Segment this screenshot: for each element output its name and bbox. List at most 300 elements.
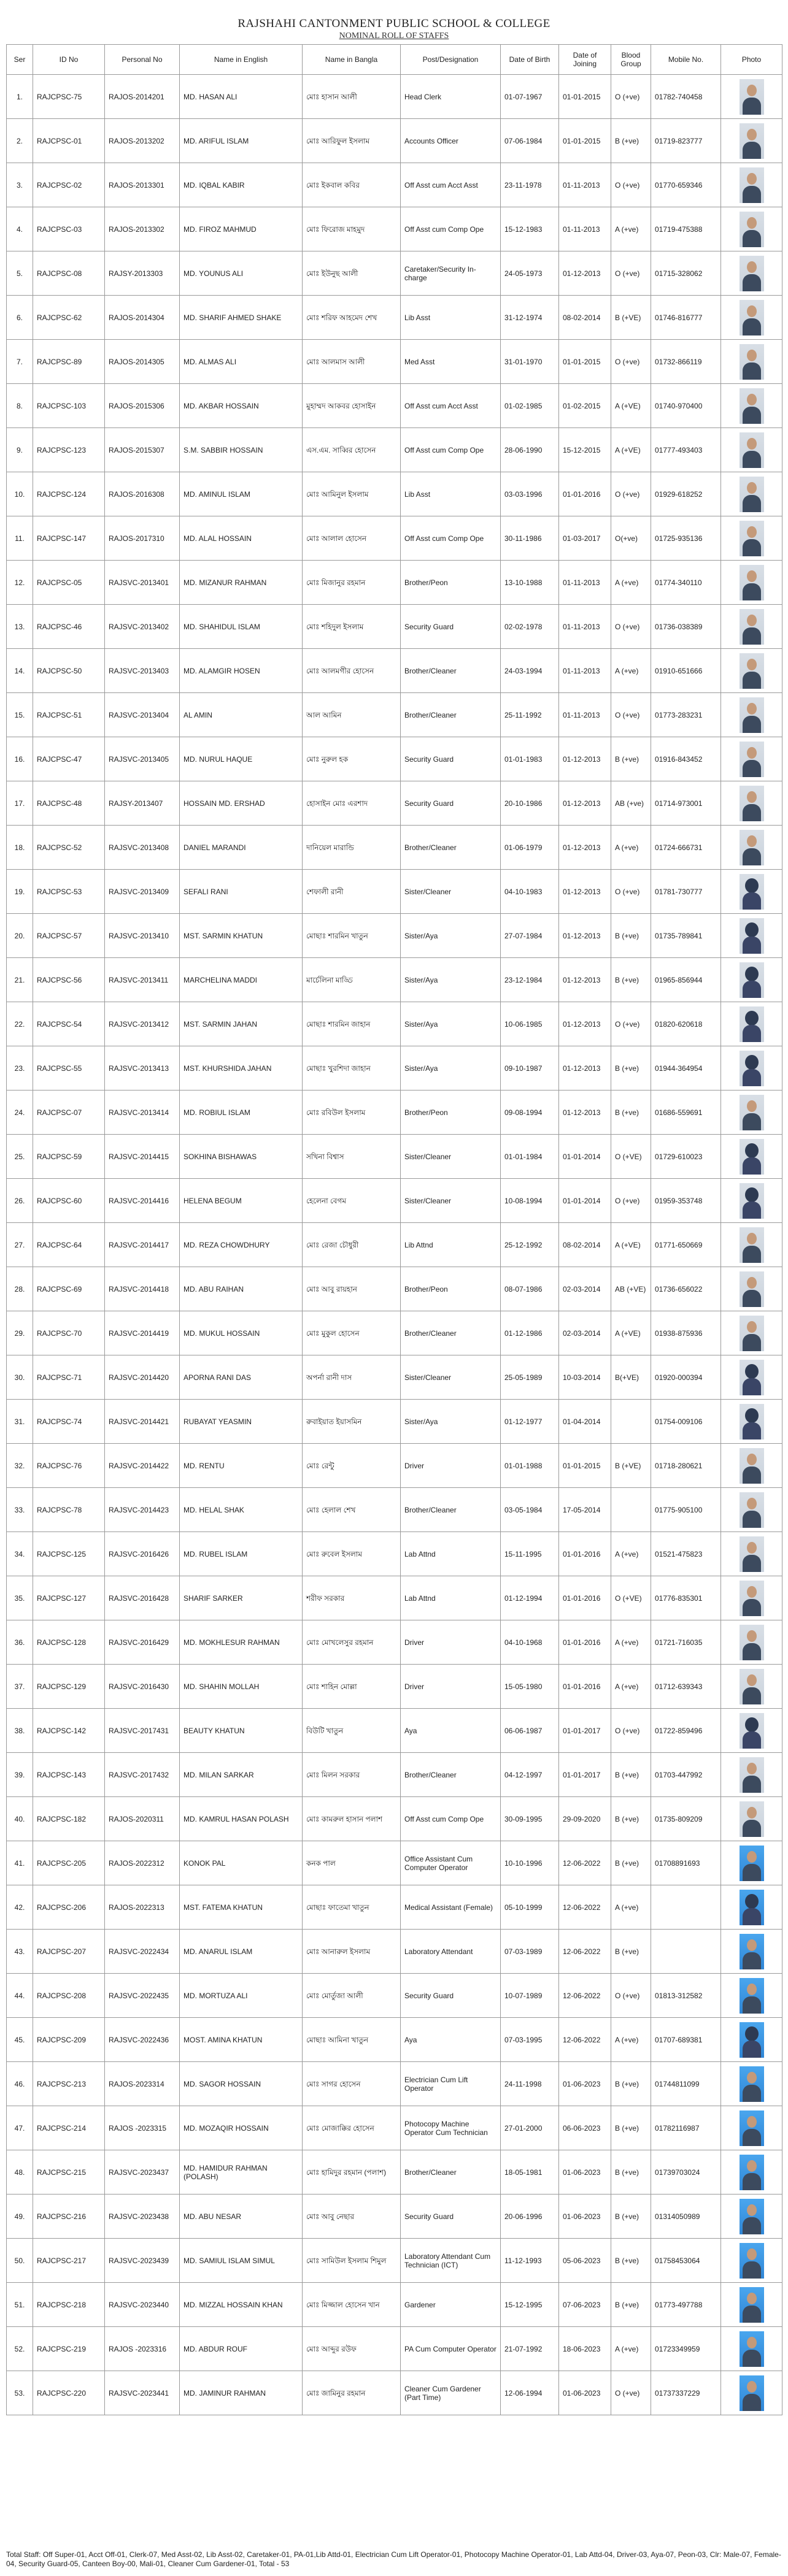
photo-head-shape: [745, 2026, 759, 2041]
ser-cell: 11.: [7, 516, 33, 561]
staff-photo: [740, 388, 764, 424]
photo-head-shape: [747, 2337, 757, 2348]
photo-cell: [721, 1797, 782, 1841]
photo-cell: [721, 1974, 782, 2018]
table-row: [7, 1002, 782, 1046]
ser-cell: 43.: [7, 1930, 33, 1974]
id-no-cell: RAJCPSC-89: [33, 340, 105, 384]
ser-cell: 18.: [7, 826, 33, 870]
mobile-cell: 01521-475823: [651, 1532, 721, 1576]
blood-group-cell: A (+VE): [611, 384, 651, 428]
name-bangla-cell: মোঃ আলমাস আলী: [303, 340, 401, 384]
name-english-cell: SEFALI RANI: [180, 870, 303, 914]
blood-group-cell: AB (+ve): [611, 781, 651, 826]
id-no-cell: RAJCPSC-51: [33, 693, 105, 737]
dob-cell: 31-01-1970: [501, 340, 559, 384]
doj-cell: 01-11-2013: [559, 693, 611, 737]
name-bangla-cell: মোঃ আলমগীর হোসেন: [303, 649, 401, 693]
mobile-cell: [651, 1930, 721, 1974]
blood-group-cell: A (+ve): [611, 826, 651, 870]
id-no-cell: RAJCPSC-220: [33, 2371, 105, 2415]
photo-cell: [721, 1355, 782, 1400]
table-row: [7, 75, 782, 119]
name-english-cell: SOKHINA BISHAWAS: [180, 1135, 303, 1179]
dob-cell: 04-10-1983: [501, 870, 559, 914]
name-bangla-cell: হেলেনা বেগম: [303, 1179, 401, 1223]
photo-cell: [721, 605, 782, 649]
doj-cell: 01-11-2013: [559, 561, 611, 605]
personal-no-cell: RAJOS-2023314: [105, 2062, 180, 2106]
photo-head-shape: [747, 1100, 757, 1112]
personal-no-cell: RAJSVC-2023441: [105, 2371, 180, 2415]
name-english-cell: MD. ALAMGIR HOSEN: [180, 649, 303, 693]
photo-cell: [721, 2018, 782, 2062]
photo-cell: [721, 207, 782, 251]
blood-group-cell: O (+ve): [611, 1002, 651, 1046]
blood-group-cell: A (+ve): [611, 1620, 651, 1665]
blood-group-cell: O (+ve): [611, 472, 651, 516]
dob-cell: 01-12-1994: [501, 1576, 559, 1620]
photo-head-shape: [747, 1454, 757, 1465]
mobile-cell: 01938-875936: [651, 1311, 721, 1355]
name-bangla-cell: মোঃ জামিনুর রহমান: [303, 2371, 401, 2415]
table-row: [7, 384, 782, 428]
staff-photo: [740, 1801, 764, 1837]
staff-photo: [740, 1139, 764, 1175]
table-row: [7, 1223, 782, 1267]
photo-head-shape: [747, 835, 757, 847]
ser-cell: 37.: [7, 1665, 33, 1709]
doj-cell: 12-06-2022: [559, 1974, 611, 2018]
id-no-cell: RAJCPSC-75: [33, 75, 105, 119]
ser-cell: 17.: [7, 781, 33, 826]
name-bangla-cell: শেফালী রানী: [303, 870, 401, 914]
mobile-cell: 01744811099: [651, 2062, 721, 2106]
table-row: [7, 2239, 782, 2283]
name-english-cell: MD. MIZZAL HOSSAIN KHAN: [180, 2283, 303, 2327]
dob-cell: 31-12-1974: [501, 296, 559, 340]
id-no-cell: RAJCPSC-207: [33, 1930, 105, 1974]
id-no-cell: RAJCPSC-147: [33, 516, 105, 561]
personal-no-cell: RAJOS-2014304: [105, 296, 180, 340]
ser-cell: 31.: [7, 1400, 33, 1444]
personal-no-cell: RAJOS-2013301: [105, 163, 180, 207]
photo-head-shape: [745, 1408, 759, 1423]
photo-cell: [721, 1046, 782, 1091]
doj-cell: 01-01-2015: [559, 75, 611, 119]
name-bangla-cell: মোঃ শহিদুল ইসলাম: [303, 605, 401, 649]
name-bangla-cell: মোঃ কামরুল হাসান পলাশ: [303, 1797, 401, 1841]
name-bangla-cell: মোছাঃ আমিনা খাতুন: [303, 2018, 401, 2062]
col-header-doj: Date of Joining: [559, 45, 611, 75]
mobile-cell: [651, 1885, 721, 1930]
photo-body-shape: [743, 672, 761, 689]
ser-cell: 12.: [7, 561, 33, 605]
table-row: [7, 1046, 782, 1091]
staff-photo: [740, 1536, 764, 1572]
doj-cell: 01-12-2013: [559, 737, 611, 781]
post-cell: Med Asst: [401, 340, 501, 384]
total-staff-summary: Total Staff: Off Super-01, Acct Off-01, Clerk-07, Med Asst-02, Lib Asst-02, Caretaker-01, PA-01,Lib Attd-01, Electrician Cum Lift Operator-01, Photocopy Machine Operator-01, Lab Attd-04, Driver-03, Aya-07, Peon-03, Clr: Male-07, Female-04, Security Guard-05, Canteen Boy-00, Mali-01, Cleaner Cum Gardener-01, Total - 53: [6, 2550, 781, 2568]
ser-cell: 30.: [7, 1355, 33, 1400]
doj-cell: 10-03-2014: [559, 1355, 611, 1400]
name-bangla-cell: মুহাম্মদ আকবর হোসাইন: [303, 384, 401, 428]
id-no-cell: RAJCPSC-53: [33, 870, 105, 914]
ser-cell: 44.: [7, 1974, 33, 2018]
staff-photo: [740, 1316, 764, 1351]
personal-no-cell: RAJSVC-2013413: [105, 1046, 180, 1091]
photo-head-shape: [747, 85, 757, 96]
doj-cell: 01-04-2014: [559, 1400, 611, 1444]
name-english-cell: MD. HAMIDUR RAHMAN (POLASH): [180, 2150, 303, 2195]
name-english-cell: MD. ABDUR ROUF: [180, 2327, 303, 2371]
ser-cell: 20.: [7, 914, 33, 958]
doj-cell: 01-01-2015: [559, 340, 611, 384]
name-english-cell: MST. FATEMA KHATUN: [180, 1885, 303, 1930]
dob-cell: 05-10-1999: [501, 1885, 559, 1930]
blood-group-cell: O (+ve): [611, 870, 651, 914]
dob-cell: 07-06-1984: [501, 119, 559, 163]
photo-head-shape: [747, 1277, 757, 1289]
photo-cell: [721, 119, 782, 163]
photo-body-shape: [743, 1422, 761, 1439]
personal-no-cell: RAJSY-2013407: [105, 781, 180, 826]
photo-body-shape: [743, 186, 761, 203]
personal-no-cell: RAJOS-2014305: [105, 340, 180, 384]
doj-cell: 01-12-2013: [559, 958, 611, 1002]
dob-cell: 24-05-1973: [501, 251, 559, 296]
blood-group-cell: B (+ve): [611, 119, 651, 163]
dob-cell: 21-07-1992: [501, 2327, 559, 2371]
id-no-cell: RAJCPSC-62: [33, 296, 105, 340]
doj-cell: 01-01-2015: [559, 119, 611, 163]
personal-no-cell: RAJSVC-2016426: [105, 1532, 180, 1576]
photo-cell: [721, 1753, 782, 1797]
photo-head-shape: [747, 659, 757, 670]
doj-cell: 01-01-2017: [559, 1709, 611, 1753]
post-cell: Caretaker/Security In-charge: [401, 251, 501, 296]
post-cell: Driver: [401, 1444, 501, 1488]
staff-photo: [740, 344, 764, 380]
id-no-cell: RAJCPSC-214: [33, 2106, 105, 2150]
id-no-cell: RAJCPSC-71: [33, 1355, 105, 1400]
table-row: [7, 2150, 782, 2195]
ser-cell: 15.: [7, 693, 33, 737]
photo-cell: [721, 781, 782, 826]
post-cell: Off Asst cum Comp Ope: [401, 516, 501, 561]
name-bangla-cell: বিউটি খাতুন: [303, 1709, 401, 1753]
blood-group-cell: [611, 1400, 651, 1444]
mobile-cell: 01916-843452: [651, 737, 721, 781]
blood-group-cell: A (+ve): [611, 1532, 651, 1576]
photo-body-shape: [743, 716, 761, 733]
dob-cell: 28-06-1990: [501, 428, 559, 472]
doj-cell: 18-06-2023: [559, 2327, 611, 2371]
table-row: [7, 1930, 782, 1974]
dob-cell: 15-12-1995: [501, 2283, 559, 2327]
dob-cell: 01-01-1984: [501, 1135, 559, 1179]
staff-photo: [740, 565, 764, 600]
mobile-cell: 01820-620618: [651, 1002, 721, 1046]
table-body: [7, 75, 782, 2415]
name-english-cell: MD. ARIFUL ISLAM: [180, 119, 303, 163]
photo-body-shape: [743, 2217, 761, 2234]
post-cell: Brother/Peon: [401, 1267, 501, 1311]
mobile-cell: 01775-905100: [651, 1488, 721, 1532]
staff-photo: [740, 962, 764, 998]
table-row: [7, 1135, 782, 1179]
ser-cell: 49.: [7, 2195, 33, 2239]
photo-head-shape: [747, 1807, 757, 1819]
dob-cell: 23-12-1984: [501, 958, 559, 1002]
id-no-cell: RAJCPSC-56: [33, 958, 105, 1002]
id-no-cell: RAJCPSC-218: [33, 2283, 105, 2327]
photo-cell: [721, 1267, 782, 1311]
name-bangla-cell: মোঃ হামিদুর রহমান (পলাশ): [303, 2150, 401, 2195]
table-row: [7, 1311, 782, 1355]
ser-cell: 47.: [7, 2106, 33, 2150]
mobile-cell: 01719-475388: [651, 207, 721, 251]
photo-head-shape: [747, 1630, 757, 1642]
name-english-cell: MD. JAMINUR RAHMAN: [180, 2371, 303, 2415]
mobile-cell: 01929-618252: [651, 472, 721, 516]
name-english-cell: MARCHELINA MADDI: [180, 958, 303, 1002]
photo-head-shape: [747, 2381, 757, 2393]
name-english-cell: MD. AKBAR HOSSAIN: [180, 384, 303, 428]
blood-group-cell: B (+ve): [611, 1046, 651, 1091]
dob-cell: 07-03-1995: [501, 2018, 559, 2062]
staff-photo: [740, 1095, 764, 1130]
photo-body-shape: [743, 1378, 761, 1395]
ser-cell: 32.: [7, 1444, 33, 1488]
col-header-personal-no: Personal No: [105, 45, 180, 75]
photo-cell: [721, 1885, 782, 1930]
post-cell: Medical Assistant (Female): [401, 1885, 501, 1930]
blood-group-cell: O (+ve): [611, 1709, 651, 1753]
dob-cell: 01-01-1988: [501, 1444, 559, 1488]
personal-no-cell: RAJOS-2022313: [105, 1885, 180, 1930]
photo-head-shape: [747, 2204, 757, 2216]
mobile-cell: 01773-497788: [651, 2283, 721, 2327]
photo-body-shape: [743, 583, 761, 600]
mobile-cell: 01746-816777: [651, 296, 721, 340]
doj-cell: 01-06-2023: [559, 2150, 611, 2195]
photo-body-shape: [743, 1731, 761, 1749]
blood-group-cell: B (+ve): [611, 2283, 651, 2327]
personal-no-cell: RAJSVC-2013408: [105, 826, 180, 870]
photo-body-shape: [743, 848, 761, 865]
staff-photo: [740, 123, 764, 159]
mobile-cell: 01714-973001: [651, 781, 721, 826]
name-english-cell: MD. RUBEL ISLAM: [180, 1532, 303, 1576]
personal-no-cell: RAJOS-2013302: [105, 207, 180, 251]
personal-no-cell: RAJSVC-2014419: [105, 1311, 180, 1355]
table-row: [7, 1974, 782, 2018]
photo-cell: [721, 2195, 782, 2239]
dob-cell: 01-07-1967: [501, 75, 559, 119]
table-row: [7, 2018, 782, 2062]
id-no-cell: RAJCPSC-70: [33, 1311, 105, 1355]
staff-photo: [740, 212, 764, 247]
doj-cell: 01-12-2013: [559, 1002, 611, 1046]
mobile-cell: 01708891693: [651, 1841, 721, 1885]
photo-head-shape: [747, 305, 757, 317]
mobile-cell: 01735-789841: [651, 914, 721, 958]
photo-body-shape: [743, 1157, 761, 1175]
photo-body-shape: [743, 1687, 761, 1704]
ser-cell: 29.: [7, 1311, 33, 1355]
doj-cell: 01-06-2023: [559, 2371, 611, 2415]
name-english-cell: MD. ABU RAIHAN: [180, 1267, 303, 1311]
blood-group-cell: O (+ve): [611, 1974, 651, 2018]
dob-cell: 27-07-1984: [501, 914, 559, 958]
photo-body-shape: [743, 1864, 761, 1881]
ser-cell: 50.: [7, 2239, 33, 2283]
mobile-cell: 01777-493403: [651, 428, 721, 472]
name-bangla-cell: মার্চেলিনা মাড্ডি: [303, 958, 401, 1002]
name-bangla-cell: মোঃ আলাল হোসেন: [303, 516, 401, 561]
id-no-cell: RAJCPSC-57: [33, 914, 105, 958]
name-bangla-cell: কনক পাল: [303, 1841, 401, 1885]
personal-no-cell: RAJOS-2022312: [105, 1841, 180, 1885]
photo-cell: [721, 2062, 782, 2106]
personal-no-cell: RAJSVC-2013409: [105, 870, 180, 914]
mobile-cell: 01781-730777: [651, 870, 721, 914]
blood-group-cell: O (+ve): [611, 163, 651, 207]
name-english-cell: SHARIF SARKER: [180, 1576, 303, 1620]
name-bangla-cell: মোঃ মিজানুর রহমান: [303, 561, 401, 605]
table-row: [7, 2283, 782, 2327]
doj-cell: 02-03-2014: [559, 1267, 611, 1311]
mobile-cell: 01715-328062: [651, 251, 721, 296]
photo-cell: [721, 826, 782, 870]
photo-cell: [721, 251, 782, 296]
photo-cell: [721, 384, 782, 428]
photo-head-shape: [745, 1894, 759, 1909]
name-english-cell: MD. HELAL SHAK: [180, 1488, 303, 1532]
mobile-cell: 01771-650669: [651, 1223, 721, 1267]
personal-no-cell: RAJOS-2015307: [105, 428, 180, 472]
blood-group-cell: B (+VE): [611, 296, 651, 340]
name-bangla-cell: মোঃ মোখলেসুর রহমান: [303, 1620, 401, 1665]
doj-cell: 01-06-2023: [559, 2062, 611, 2106]
id-no-cell: RAJCPSC-216: [33, 2195, 105, 2239]
photo-cell: [721, 428, 782, 472]
post-cell: Lab Attnd: [401, 1576, 501, 1620]
post-cell: Accounts Officer: [401, 119, 501, 163]
photo-head-shape: [747, 1542, 757, 1554]
dob-cell: 02-02-1978: [501, 605, 559, 649]
name-english-cell: MD. MORTUZA ALI: [180, 1974, 303, 2018]
post-cell: Lab Attnd: [401, 1532, 501, 1576]
mobile-cell: 01722-859496: [651, 1709, 721, 1753]
ser-cell: 40.: [7, 1797, 33, 1841]
ser-cell: 53.: [7, 2371, 33, 2415]
post-cell: Security Guard: [401, 781, 501, 826]
id-no-cell: RAJCPSC-47: [33, 737, 105, 781]
name-bangla-cell: মোঃ মিলন সরকার: [303, 1753, 401, 1797]
staff-photo: [740, 1448, 764, 1484]
blood-group-cell: B (+ve): [611, 1841, 651, 1885]
personal-no-cell: RAJSVC-2014420: [105, 1355, 180, 1400]
table-row: [7, 870, 782, 914]
photo-head-shape: [747, 261, 757, 273]
blood-group-cell: A (+ve): [611, 2018, 651, 2062]
photo-body-shape: [743, 362, 761, 380]
staff-photo: [740, 742, 764, 777]
photo-body-shape: [743, 1555, 761, 1572]
post-cell: Brother/Peon: [401, 1091, 501, 1135]
col-header-post: Post/Designation: [401, 45, 501, 75]
post-cell: Off Asst cum Comp Ope: [401, 1797, 501, 1841]
photo-cell: [721, 1135, 782, 1179]
mobile-cell: 01736-038389: [651, 605, 721, 649]
doj-cell: 01-01-2016: [559, 1620, 611, 1665]
photo-body-shape: [743, 451, 761, 468]
name-bangla-cell: মোঃ হেলাল শেখ: [303, 1488, 401, 1532]
name-english-cell: DANIEL MARANDI: [180, 826, 303, 870]
mobile-cell: 01776-835301: [651, 1576, 721, 1620]
personal-no-cell: RAJSVC-2016429: [105, 1620, 180, 1665]
personal-no-cell: RAJSY-2013303: [105, 251, 180, 296]
doj-cell: 06-06-2023: [559, 2106, 611, 2150]
personal-no-cell: RAJOS-2013202: [105, 119, 180, 163]
staff-photo: [740, 2199, 764, 2234]
post-cell: Off Asst cum Comp Ope: [401, 428, 501, 472]
mobile-cell: 01686-559691: [651, 1091, 721, 1135]
post-cell: Lib Asst: [401, 296, 501, 340]
blood-group-cell: [611, 1488, 651, 1532]
photo-cell: [721, 649, 782, 693]
name-english-cell: HELENA BEGUM: [180, 1179, 303, 1223]
personal-no-cell: RAJSVC-2013402: [105, 605, 180, 649]
photo-cell: [721, 2239, 782, 2283]
photo-head-shape: [747, 1586, 757, 1598]
id-no-cell: RAJCPSC-127: [33, 1576, 105, 1620]
photo-cell: [721, 2371, 782, 2415]
table-row: [7, 119, 782, 163]
id-no-cell: RAJCPSC-213: [33, 2062, 105, 2106]
col-header-name-bangla: Name in Bangla: [303, 45, 401, 75]
id-no-cell: RAJCPSC-206: [33, 1885, 105, 1930]
blood-group-cell: A (+ve): [611, 649, 651, 693]
post-cell: Sister/Aya: [401, 958, 501, 1002]
mobile-cell: 01707-689381: [651, 2018, 721, 2062]
blood-group-cell: O (+ve): [611, 1179, 651, 1223]
photo-head-shape: [747, 747, 757, 759]
table-row: [7, 1665, 782, 1709]
personal-no-cell: RAJSVC-2023440: [105, 2283, 180, 2327]
dob-cell: 04-12-1997: [501, 1753, 559, 1797]
photo-head-shape: [747, 482, 757, 494]
photo-cell: [721, 1444, 782, 1488]
blood-group-cell: A (+VE): [611, 1223, 651, 1267]
photo-body-shape: [743, 1776, 761, 1793]
name-bangla-cell: মোছাঃ খুরশিদা জাহান: [303, 1046, 401, 1091]
post-cell: Sister/Aya: [401, 1400, 501, 1444]
photo-cell: [721, 2327, 782, 2371]
photo-cell: [721, 1002, 782, 1046]
staff-photo: [740, 874, 764, 910]
ser-cell: 51.: [7, 2283, 33, 2327]
name-bangla-cell: মোঃ আবু রায়হান: [303, 1267, 401, 1311]
staff-photo: [740, 2287, 764, 2323]
photo-body-shape: [743, 98, 761, 115]
photo-body-shape: [743, 1202, 761, 1219]
photo-cell: [721, 1576, 782, 1620]
ser-cell: 46.: [7, 2062, 33, 2106]
id-no-cell: RAJCPSC-50: [33, 649, 105, 693]
